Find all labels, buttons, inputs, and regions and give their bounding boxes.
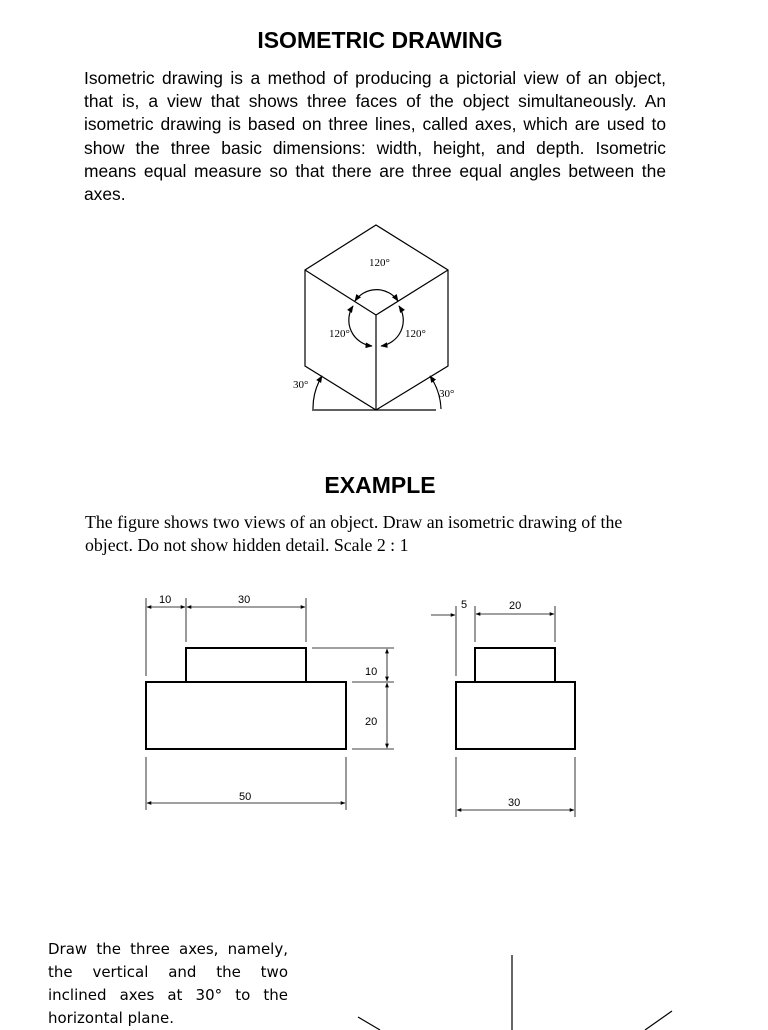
angle-arc-left [349, 306, 372, 346]
front-dim-base-width: 50 [239, 791, 252, 803]
example-title: EXAMPLE [324, 472, 436, 498]
side-dim-base-width: 30 [508, 797, 521, 809]
side-dim-left-offset: 5 [461, 599, 468, 611]
front-dim-top-width: 30 [238, 594, 251, 606]
front-dim-base-height: 20 [365, 716, 378, 728]
angle-label-right: 120° [405, 328, 426, 340]
task-paragraph: The figure shows two views of an object. Draw an isometric drawing of the object. Do not show hidden detail. Scale 2 : 1 [85, 512, 623, 555]
angle-arc-base-left [313, 376, 322, 409]
side-dim-top-width: 20 [509, 600, 522, 612]
intro-paragraph: Isometric drawing is a method of producing a pictorial view of an object, that is, a view that shows three faces of the object simultaneously. An isometric drawing is based on three lines, called axes, which are used to show the three basic dimensions: width, height, and depth. Isometric means equal measure so that there are three equal angles between the axes. [84, 68, 666, 205]
front-base-rect [146, 682, 346, 749]
side-base-rect [456, 682, 575, 749]
angle-label-top: 120° [369, 257, 390, 269]
side-view-drawing [431, 606, 575, 817]
axes-sketch [358, 955, 672, 1030]
angle-label-base-left: 30° [293, 379, 309, 391]
angle-label-left: 120° [329, 328, 350, 340]
front-top-rect [186, 648, 306, 682]
front-dim-top-height: 10 [365, 666, 378, 678]
front-dim-left-offset: 10 [159, 594, 172, 606]
angle-arc-right [381, 306, 403, 346]
front-view-drawing [146, 598, 394, 810]
page-title: ISOMETRIC DRAWING [257, 27, 503, 53]
step-instruction: Draw the three axes, namely, the vertical and the two inclined axes at 30° to the horizontal plane. [48, 940, 288, 1027]
angle-label-base-right: 30° [439, 388, 455, 400]
cube-edge-right [376, 270, 448, 315]
side-top-rect [475, 648, 555, 682]
right-inclined-axis [645, 1011, 672, 1030]
angle-arc-top [355, 290, 398, 301]
